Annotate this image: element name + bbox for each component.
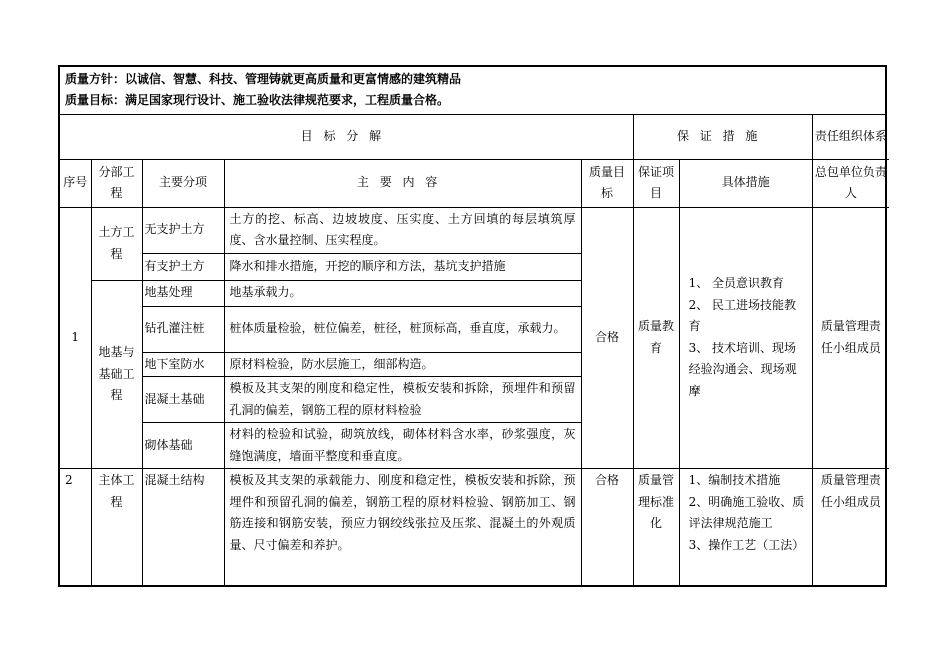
quality-policy-text: 质量方针：以诚信、智慧、科技、管理铸就更高质量和更富情感的建筑精品 xyxy=(65,72,462,86)
row2-division: 主体工程 xyxy=(91,469,142,585)
subitem-content: 地基承载力。 xyxy=(224,280,581,306)
subitem-name: 地下室防水 xyxy=(142,352,224,377)
row2-guarantee-item: 质量管理标准化 xyxy=(633,469,679,585)
row1-no: 1 xyxy=(60,207,91,469)
group-responsibility: 责任组织体系 xyxy=(812,115,889,159)
group-target-breakdown: 目标分解 xyxy=(60,115,633,159)
col-measures: 具体措施 xyxy=(679,159,812,207)
column-header-row xyxy=(60,159,889,207)
row2-subitem: 混凝土结构 xyxy=(142,469,224,585)
subitem-content: 材料的检验和试验，砌筑放线，砌体材料含水率，砂浆强度，灰缝饱满度，墙面平整度和垂直度。 xyxy=(224,423,581,469)
col-person: 总包单位负责人 xyxy=(812,159,889,207)
target-breakdown-table xyxy=(60,115,889,585)
table-row xyxy=(60,207,889,253)
subitem-content: 土方的挖、标高、边坡坡度、压实度、土方回填的每层填筑厚度、含水量控制、压实程度。 xyxy=(224,207,581,253)
row1-person: 质量管理责任小组成员 xyxy=(812,207,889,469)
row1-guarantee-item: 质量教育 xyxy=(633,207,679,469)
subitem-name: 有支护土方 xyxy=(142,253,224,280)
row2-measures: 1、编制技术措施 2、明确施工验收、质评法律规范施工 3、操作工艺（工法） xyxy=(679,469,812,585)
row2-content: 模板及其支架的承载能力、刚度和稳定性，模板安装和拆除，预埋件和预留孔洞的偏差，钢筋工程的原材料检验、钢筋加工、钢筋连接和钢筋安装，预应力钢绞线张拉及压浆、混凝土的外观质量、尺寸偏差和养护。 xyxy=(224,469,581,585)
policy-header xyxy=(60,67,885,115)
group-guarantee-measures: 保证措施 xyxy=(633,115,812,159)
subitem-name: 地基处理 xyxy=(142,280,224,306)
subitem-name: 混凝土基础 xyxy=(142,377,224,423)
row2-person: 质量管理责任小组成员 xyxy=(812,469,889,585)
subitem-content: 降水和排水措施，开挖的顺序和方法，基坑支护措施 xyxy=(224,253,581,280)
subitem-content: 模板及其支架的刚度和稳定性，模板安装和拆除，预埋件和预留孔洞的偏差，钢筋工程的原材料检验 xyxy=(224,377,581,423)
row2-no: 2 xyxy=(60,469,91,585)
col-division: 分部工程 xyxy=(91,159,142,207)
col-quality-target: 质量目标 xyxy=(581,159,633,207)
subitem-content: 桩体质量检验，桩位偏差，桩径，桩顶标高，垂直度，承载力。 xyxy=(224,306,581,352)
quality-goal-text: 质量目标：满足国家现行设计、施工验收法律规范要求，工程质量合格。 xyxy=(65,93,450,107)
row1-division-foundation: 地基与基础工程 xyxy=(91,280,142,469)
row1-measures: 1、 全员意识教育 2、 民工进场技能教育 3、 技术培训、现场经验沟通会、现场观摩 xyxy=(679,207,812,469)
row2-quality-target: 合格 xyxy=(581,469,633,585)
subitem-name: 钻孔灌注桩 xyxy=(142,306,224,352)
subitem-content: 原材料检验，防水层施工，细部构造。 xyxy=(224,352,581,377)
col-guarantee-item: 保证项目 xyxy=(633,159,679,207)
row1-division-earthwork: 土方工程 xyxy=(91,207,142,280)
row1-quality-target: 合格 xyxy=(581,207,633,469)
subitem-name: 砌体基础 xyxy=(142,423,224,469)
quality-target-document xyxy=(58,65,887,587)
group-header-row xyxy=(60,115,889,159)
col-no: 序号 xyxy=(60,159,91,207)
table-row xyxy=(60,469,889,585)
subitem-name: 无支护土方 xyxy=(142,207,224,253)
col-content: 主要内容 xyxy=(224,159,581,207)
col-subitem: 主要分项 xyxy=(142,159,224,207)
